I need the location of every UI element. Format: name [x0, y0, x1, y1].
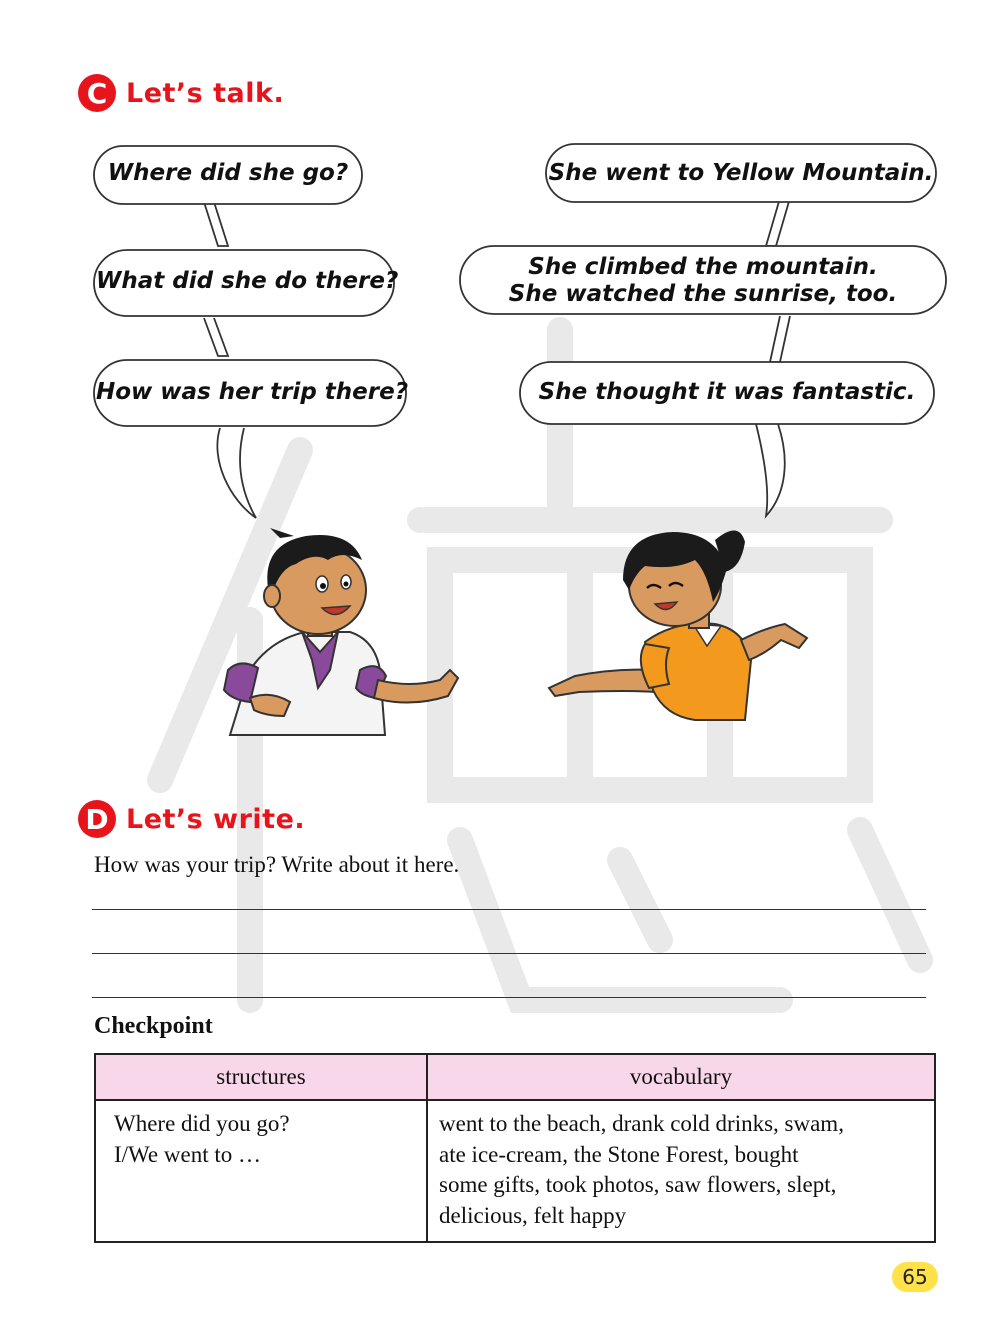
girl-illustration [545, 520, 815, 730]
structure-line: I/We went to … [114, 1141, 261, 1167]
bubble-tail-right [756, 424, 785, 516]
bubble-a2-line2: She watched the sunrise, too. [508, 281, 898, 307]
section-d-badge: D [78, 800, 116, 838]
page-number-badge: 65 [892, 1262, 938, 1292]
vocabulary-line: delicious, felt happy [439, 1202, 627, 1228]
writing-line-3[interactable] [92, 997, 926, 998]
writing-line-1[interactable] [92, 909, 926, 910]
header-vocabulary: vocabulary [427, 1054, 935, 1100]
vocabulary-line: some gifts, took photos, saw flowers, slept, [439, 1172, 837, 1197]
bubble-q2-text: What did she do there? [96, 268, 399, 294]
section-d-title: Let’s write. [126, 803, 306, 835]
bubble-connector [770, 316, 790, 362]
structures-cell [95, 1100, 427, 1242]
bubble-a2-line1: She climbed the mountain. [528, 254, 878, 280]
vocabulary-line: ate ice-cream, the Stone Forest, bought [439, 1141, 799, 1167]
vocabulary-cell [427, 1100, 935, 1242]
bubble-connector [204, 202, 228, 246]
section-c-title: Let’s talk. [126, 77, 285, 109]
table-header-row [95, 1054, 935, 1100]
structure-line: Where did you go? [114, 1111, 290, 1136]
writing-line-2[interactable] [92, 953, 926, 954]
section-d-header [78, 800, 305, 838]
bubble-connector [204, 318, 228, 356]
boy-illustration [210, 520, 470, 745]
bubble-tail-left [217, 428, 256, 518]
bubble-q1-text: Where did she go? [107, 160, 349, 186]
writing-prompt: How was your trip? Write about it here. [94, 852, 460, 877]
vocabulary-line: went to the beach, drank cold drinks, swam, [439, 1111, 844, 1136]
bubble-a2-text [462, 254, 944, 308]
checkpoint-title: Checkpoint [94, 1013, 213, 1039]
table-row [95, 1100, 935, 1242]
checkpoint-table [94, 1053, 936, 1243]
bubble-a1-text: She went to Yellow Mountain. [548, 160, 934, 186]
bubble-a3-text: She thought it was fantastic. [538, 379, 916, 405]
bubble-q3-text: How was her trip there? [96, 379, 409, 405]
bubble-connector [766, 198, 790, 246]
header-structures: structures [95, 1054, 427, 1100]
section-c-badge: C [78, 74, 116, 112]
